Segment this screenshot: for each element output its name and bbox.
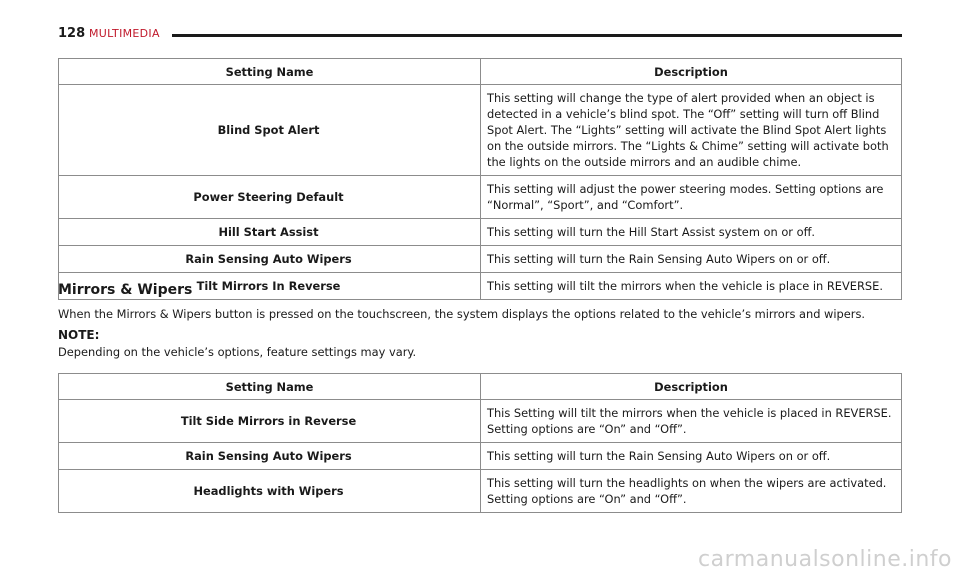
setting-name-cell: Power Steering Default	[59, 176, 481, 219]
header-divider	[172, 34, 902, 37]
settings-table-mirrors-wipers	[58, 373, 902, 513]
column-header-description: Description	[481, 59, 902, 85]
settings-table-general	[58, 58, 902, 300]
setting-name-cell: Tilt Side Mirrors in Reverse	[59, 400, 481, 443]
note-label: NOTE:	[58, 328, 100, 342]
table-row	[59, 400, 902, 443]
table-row	[59, 443, 902, 470]
column-header-description: Description	[481, 374, 902, 400]
setting-name-cell: Rain Sensing Auto Wipers	[59, 246, 481, 273]
section-title: MULTIMEDIA	[89, 27, 160, 40]
table-row	[59, 246, 902, 273]
setting-description-cell: This setting will turn the Hill Start Assist system on or off.	[481, 219, 902, 246]
column-header-setting-name: Setting Name	[59, 374, 481, 400]
setting-description-cell: This setting will tilt the mirrors when the vehicle is place in REVERSE.	[481, 273, 902, 300]
table-row	[59, 219, 902, 246]
setting-description-cell: This setting will change the type of alert provided when an object is detected in a vehicle’s blind spot. The “Off” setting will turn off Blind Spot Alert. The “Lights” setting will activate the Blind Spot Alert lights on the outside mirrors. The “Lights & Chime” setting will activate both the lights on the outside mirrors and an audible chime.	[481, 85, 902, 176]
setting-description-cell: This Setting will tilt the mirrors when the vehicle is placed in REVERSE. Setting options are “On” and “Off”.	[481, 400, 902, 443]
table-row	[59, 470, 902, 513]
setting-description-cell: This setting will adjust the power steering modes. Setting options are “Normal”, “Sport”, and “Comfort”.	[481, 176, 902, 219]
setting-name-cell: Tilt Mirrors In Reverse	[59, 273, 481, 300]
setting-name-cell: Rain Sensing Auto Wipers	[59, 443, 481, 470]
page-number: 128	[58, 26, 86, 41]
watermark: carmanualsonline.info	[698, 547, 952, 572]
section-body-text: When the Mirrors & Wipers button is pressed on the touchscreen, the system displays the options related to the vehicle’s mirrors and wipers.	[58, 307, 866, 321]
setting-name-cell: Headlights with Wipers	[59, 470, 481, 513]
table-row	[59, 176, 902, 219]
table-row	[59, 85, 902, 176]
table-header-row	[59, 374, 902, 400]
section-heading: Mirrors & Wipers	[58, 282, 193, 298]
setting-description-cell: This setting will turn the Rain Sensing Auto Wipers on or off.	[481, 443, 902, 470]
setting-name-cell: Blind Spot Alert	[59, 85, 481, 176]
setting-name-cell: Hill Start Assist	[59, 219, 481, 246]
page-header	[58, 26, 902, 46]
note-text: Depending on the vehicle’s options, feature settings may vary.	[58, 345, 417, 359]
table-header-row	[59, 59, 902, 85]
setting-description-cell: This setting will turn the headlights on when the wipers are activated. Setting options are “On” and “Off”.	[481, 470, 902, 513]
setting-description-cell: This setting will turn the Rain Sensing Auto Wipers on or off.	[481, 246, 902, 273]
column-header-setting-name: Setting Name	[59, 59, 481, 85]
